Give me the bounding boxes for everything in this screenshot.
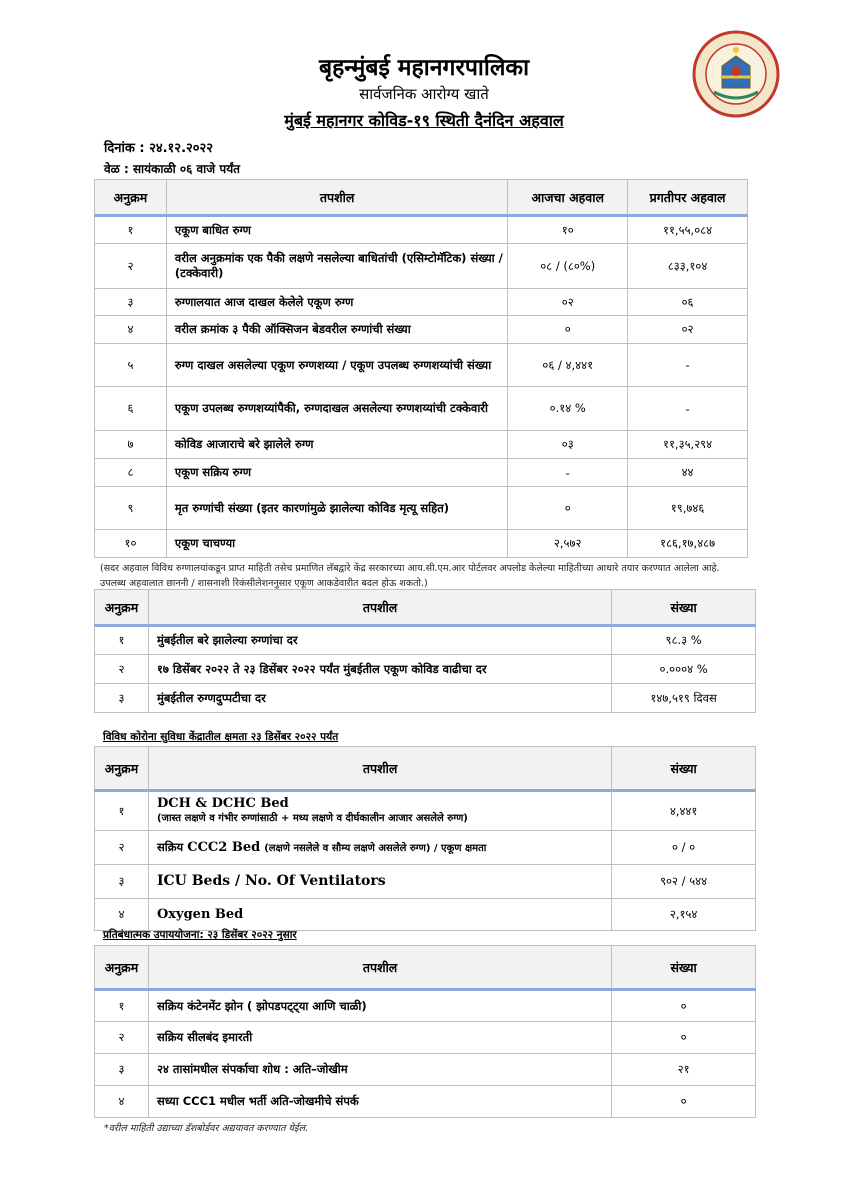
table-row: [95, 387, 748, 431]
today-value: २,५७२: [508, 530, 628, 558]
table-row: [95, 791, 756, 831]
column-header-serial: अनुक्रम: [95, 747, 149, 791]
row-description: कोविड आजाराचे बरे झालेले रुग्ण: [166, 431, 507, 459]
row-value: १४७,५१९ दिवस: [612, 684, 756, 713]
row-description: एकूण बाधित रुग्ण: [166, 216, 507, 244]
footer-note: *वरील माहिती उद्याच्या डॅशबोर्डवर अद्ययावत करण्यात येईल.: [104, 1123, 309, 1134]
today-value: ०: [508, 316, 628, 344]
table-row: [95, 899, 756, 931]
table-row: [95, 216, 748, 244]
table-row: [95, 431, 748, 459]
today-value: ०.१४ %: [508, 387, 628, 431]
table-row: [95, 1022, 756, 1054]
row-description: सध्या CCC1 मधील भर्ती अति-जोखमीचे संपर्क: [148, 1086, 611, 1118]
cumulative-value: ०२: [628, 316, 748, 344]
table-row: [95, 684, 756, 713]
serial-number: ३: [95, 1054, 149, 1086]
cumulative-value: ११,५५,०८४: [628, 216, 748, 244]
table-row: [95, 289, 748, 316]
today-value: ०६ / ४,४४१: [508, 344, 628, 387]
serial-number: १०: [95, 530, 167, 558]
serial-number: ३: [95, 289, 167, 316]
table-row: [95, 1054, 756, 1086]
column-header-details: तपशील: [148, 590, 611, 626]
row-description: रुग्णालयात आज दाखल केलेले एकूण रुग्ण: [166, 289, 507, 316]
table-row: [95, 344, 748, 387]
serial-number: २: [95, 655, 149, 684]
table-row: [95, 990, 756, 1022]
row-description: वरील क्रमांक ३ पैकी ऑक्सिजन बेडवरील रुग्णांची संख्या: [166, 316, 507, 344]
row-description: रुग्ण दाखल असलेल्या एकूण रुग्णशय्या / एकूण उपलब्ध रुग्णशय्यांची संख्या: [166, 344, 507, 387]
today-value: ०२: [508, 289, 628, 316]
serial-number: १: [95, 216, 167, 244]
serial-number: ४: [95, 899, 149, 931]
table-row: [95, 1086, 756, 1118]
serial-number: ८: [95, 459, 167, 487]
serial-number: २: [95, 831, 149, 865]
cumulative-value: -: [628, 387, 748, 431]
row-description: २४ तासांमधील संपर्काचा शोध : अति–जोखीम: [148, 1054, 611, 1086]
table-row: [95, 831, 756, 865]
bed-type-title: CCC2 Bed: [187, 839, 261, 855]
serial-number: ३: [95, 684, 149, 713]
serial-number: ३: [95, 865, 149, 899]
column-header-serial: अनुक्रम: [95, 946, 149, 990]
row-description: १७ डिसेंबर २०२२ ते २३ डिसेंबर २०२२ पर्यंत मुंबईतील एकूण कोविड वाढीचा दर: [148, 655, 611, 684]
serial-number: ६: [95, 387, 167, 431]
row-value: ९०२ / ५४४: [612, 865, 756, 899]
row-value: २१: [612, 1054, 756, 1086]
cumulative-value: ४४: [628, 459, 748, 487]
cumulative-value: १९,७४६: [628, 487, 748, 530]
row-description: एकूण सक्रिय रुग्ण: [166, 459, 507, 487]
row-value: २,१५४: [612, 899, 756, 931]
bed-type-title: Oxygen Bed: [156, 907, 244, 922]
table-row: [95, 459, 748, 487]
organization-name: बृहन्मुंबई महानगरपालिका: [318, 55, 530, 81]
serial-number: १: [95, 626, 149, 655]
bed-type-prefix: सक्रिय: [156, 839, 184, 854]
column-header-details: तपशील: [148, 946, 611, 990]
table-row: [95, 487, 748, 530]
today-value: -: [508, 459, 628, 487]
today-value: ०३: [508, 431, 628, 459]
serial-number: ४: [95, 1086, 149, 1118]
row-description: मुंबईतील बरे झालेल्या रुग्णांचा दर: [148, 626, 611, 655]
row-value: ० / ०: [612, 831, 756, 865]
column-header-today: आजचा अहवाल: [508, 180, 628, 216]
bed-type-detail: (जास्त लक्षणे व गंभीर रुग्णांसाठी + मध्य लक्षणे व दीर्घकालीन आजार असलेले रुग्ण): [156, 813, 468, 824]
column-header-count: संख्या: [612, 946, 756, 990]
today-value: ०८ / (८०%): [508, 244, 628, 289]
column-header-count: संख्या: [612, 590, 756, 626]
cumulative-value: ८३३,१०४: [628, 244, 748, 289]
department-name: सार्वजनिक आरोग्य खाते: [359, 85, 489, 103]
cumulative-value: ११,३५,२९४: [628, 431, 748, 459]
bmc-seal-logo: [692, 30, 780, 118]
report-date: दिनांक : २४.१२.२०२२: [104, 141, 214, 156]
table-row: [95, 244, 748, 289]
row-description: एकूण चाचण्या: [166, 530, 507, 558]
bed-type-title: DCH & DCHC Bed: [156, 796, 289, 811]
serial-number: २: [95, 1022, 149, 1054]
preventive-measures-subtitle: प्रतिबंधात्मक उपाययोजना: २३ डिसेंबर २०२२ नुसार: [103, 929, 297, 941]
row-description: मुंबईतील रुग्णदुप्पटीचा दर: [148, 684, 611, 713]
row-description: सक्रिय सीलबंद इमारती: [148, 1022, 611, 1054]
row-description: मृत रुग्णांची संख्या (इतर कारणांमुळे झालेल्या कोविड मृत्यू सहित): [166, 487, 507, 530]
table-row: [95, 316, 748, 344]
serial-number: १: [95, 990, 149, 1022]
bed-type-title: ICU Beds / No. Of Ventilators: [156, 873, 386, 889]
serial-number: १: [95, 791, 149, 831]
column-header-details: तपशील: [166, 180, 507, 216]
today-value: ०: [508, 487, 628, 530]
table-row: [95, 626, 756, 655]
serial-number: ७: [95, 431, 167, 459]
cumulative-value: -: [628, 344, 748, 387]
cumulative-value: ०६: [628, 289, 748, 316]
serial-number: ५: [95, 344, 167, 387]
column-header-count: संख्या: [612, 747, 756, 791]
row-description: वरील अनुक्रमांक एक पैकी लक्षणे नसलेल्या बाधितांची (एसिम्टोमॅटिक) संख्या / (टक्केवारी): [166, 244, 507, 289]
column-header-serial: अनुक्रम: [95, 180, 167, 216]
column-header-details: तपशील: [148, 747, 611, 791]
row-value: ०: [612, 1022, 756, 1054]
row-description: सक्रिय कंटेनमेंट झोन ( झोपडपट्ट्या आणि चाळी): [148, 990, 611, 1022]
facility-capacity-table: [94, 746, 756, 931]
column-header-serial: अनुक्रम: [95, 590, 149, 626]
cumulative-value: १८६,१७,४८७: [628, 530, 748, 558]
row-value: ०: [612, 1086, 756, 1118]
report-time: वेळ : सायंकाळी ०६ वाजे पर्यंत: [104, 162, 240, 176]
facility-capacity-subtitle: विविध कोरोना सुविधा केंद्रातील क्षमता २३ डिसेंबर २०२२ पर्यंत: [103, 731, 339, 743]
bed-type-detail: (लक्षणे नसलेले व सौम्य लक्षणे असलेले रुग्ण) / एकूण क्षमता: [264, 842, 487, 854]
serial-number: ४: [95, 316, 167, 344]
report-title: मुंबई महानगर कोविड-१९ स्थिती दैनंदिन अहवाल: [284, 111, 564, 130]
column-header-cumulative: प्रगतीपर अहवाल: [628, 180, 748, 216]
table-row: [95, 865, 756, 899]
daily-status-table: [94, 179, 748, 558]
rates-table: [94, 589, 756, 713]
row-value: ९८.३ %: [612, 626, 756, 655]
table-row: [95, 655, 756, 684]
row-value: ४,४४१: [612, 791, 756, 831]
today-value: १०: [508, 216, 628, 244]
row-description: एकूण उपलब्ध रुग्णशय्यांपैकी, रुग्णदाखल असलेल्या रुग्णशय्यांची टक्केवारी: [166, 387, 507, 431]
preventive-measures-table: [94, 945, 756, 1118]
serial-number: २: [95, 244, 167, 289]
table-row: [95, 530, 748, 558]
row-value: ०: [612, 990, 756, 1022]
source-note: (सदर अहवाल विविध रुग्णालयांकडून प्राप्त माहिती तसेच प्रमाणित लॅबद्वारे केंद्र सरकारच्या आय.सी.एम.आर पोर्टलवर अपलोड केलेल्या माहितीच्या आधारे तयार करण्यात आलेला आहे. उपलब्ध अहवालात छाननी / शासनाशी रिकंसीलेशननुसार एकूण आकडेवारीत बदल होऊ शकतो.): [100, 563, 720, 589]
serial-number: ९: [95, 487, 167, 530]
row-value: ०.०००४ %: [612, 655, 756, 684]
